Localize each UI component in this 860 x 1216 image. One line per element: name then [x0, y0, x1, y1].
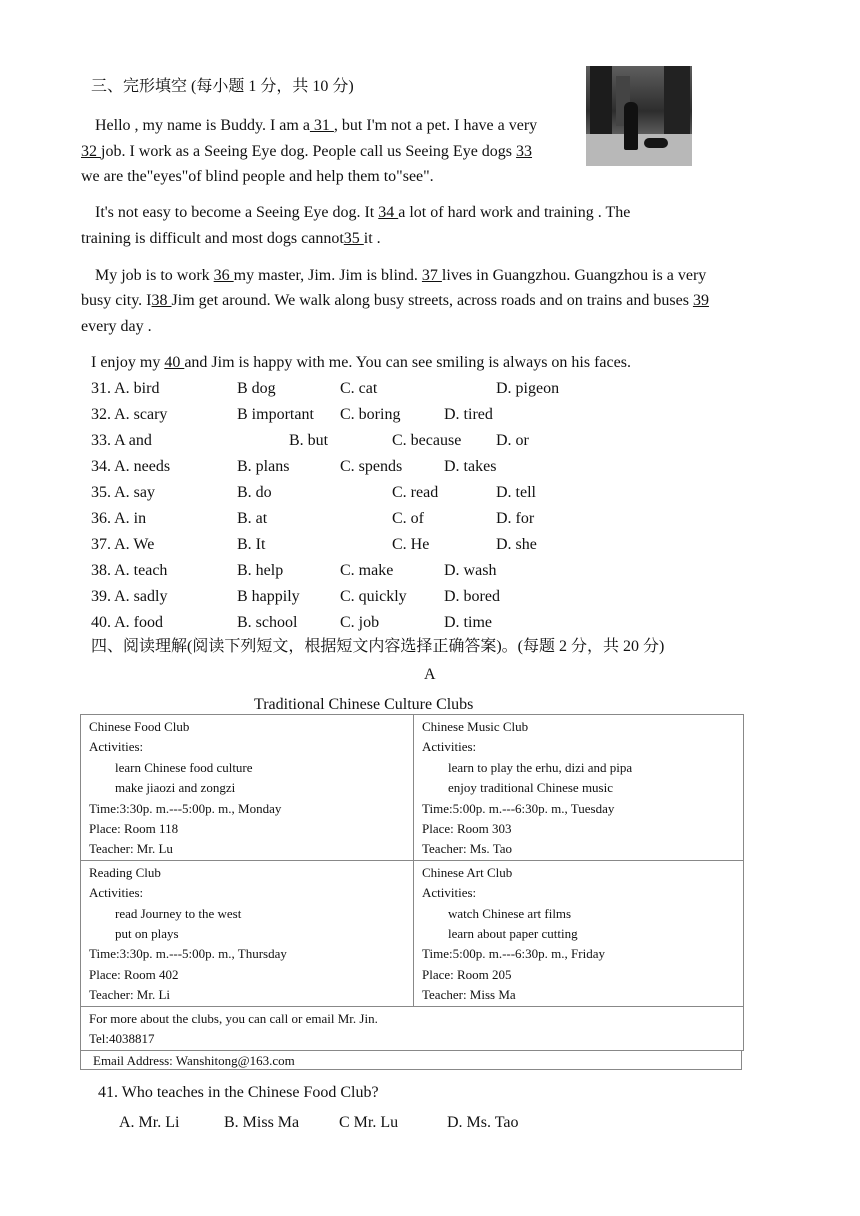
blank-32: 32 [81, 143, 101, 160]
section4-heading: 四、阅读理解(阅读下列短文，根据短文内容选择正确答案)。(每题 2 分，共 20 分) [91, 638, 665, 655]
contact-cell: For more about the clubs, you can call or email Mr. Jin. Tel:4038817 [81, 1006, 744, 1050]
option-d: D. Ms. Tao [447, 1114, 519, 1131]
table-title: Traditional Chinese Culture Clubs [254, 696, 474, 713]
club-cell-music: Chinese Music Club Activities: learn to play the erhu, dizi and pipa enjoy traditional Chinese music Time:5:00p. m.---6:30p. m., Tuesday Place: Room 303 Teacher: Ms. Tao [414, 715, 744, 861]
passage-p1-line2: 32 job. I work as a Seeing Eye dog. People call us Seeing Eye dogs 33 [81, 143, 533, 160]
passage-p3-line1: My job is to work 36 my master, Jim. Jim is blind. 37 lives in Guangzhou. Guangzhou is a very [95, 267, 707, 284]
passage-p3-line3: every day . [81, 318, 152, 335]
club-cell-reading: Reading Club Activities: read Journey to the west put on plays Time:3:30p. m.---5:00p. m., Thursday Place: Room 402 Teacher: Mr. Li [81, 860, 414, 1006]
passage-p2-line2: training is difficult and most dogs cannot35 it . [81, 230, 381, 247]
blank-34: 34 [378, 204, 399, 221]
club-cell-food: Chinese Food Club Activities: learn Chinese food culture make jiaozi and zongzi Time:3:30p. m.---5:00p. m., Monday Place: Room 118 Teacher: Mr. Lu [81, 715, 414, 861]
blank-31: 31 [309, 117, 334, 134]
part-letter: A [424, 666, 436, 683]
blank-36: 36 [213, 267, 234, 284]
blank-35: 35 [343, 230, 364, 247]
passage-p1-line3: we are the"eyes"of blind people and help them to"see". [81, 168, 434, 185]
section3-heading: 三、完形填空 (每小题 1 分，共 10 分) [91, 78, 354, 95]
option-a: A. Mr. Li [119, 1114, 180, 1131]
passage-p3-line2: busy city. I38 Jim get around. We walk along busy streets, across roads and on trains and buses 39 [81, 292, 709, 309]
blank-40: 40 [164, 354, 185, 371]
club-cell-art: Chinese Art Club Activities: watch Chinese art films learn about paper cutting Time:5:00p. m.---6:30p. m., Friday Place: Room 205 Teacher: Miss Ma [414, 860, 744, 1006]
clubs-table [80, 714, 744, 1051]
blank-38: 38 [151, 292, 172, 309]
blank-39: 39 [692, 292, 709, 309]
passage-p2-line1: It's not easy to become a Seeing Eye dog. It 34 a lot of hard work and training . The [95, 204, 631, 221]
email-address: Email Address: Wanshitong@163.com [80, 1050, 742, 1070]
option-c: C Mr. Lu [339, 1114, 399, 1131]
question-41: 41. Who teaches in the Chinese Food Club? [98, 1084, 379, 1101]
seeing-eye-dog-photo [586, 66, 692, 166]
passage-p4-line1: I enjoy my 40 and Jim is happy with me. You can see smiling is always on his faces. [91, 354, 631, 371]
passage-p1-line1: Hello , my name is Buddy. I am a 31 , but I'm not a pet. I have a very [95, 117, 538, 134]
option-b: B. Miss Ma [224, 1114, 300, 1131]
blank-33: 33 [516, 143, 533, 160]
blank-37: 37 [421, 267, 442, 284]
